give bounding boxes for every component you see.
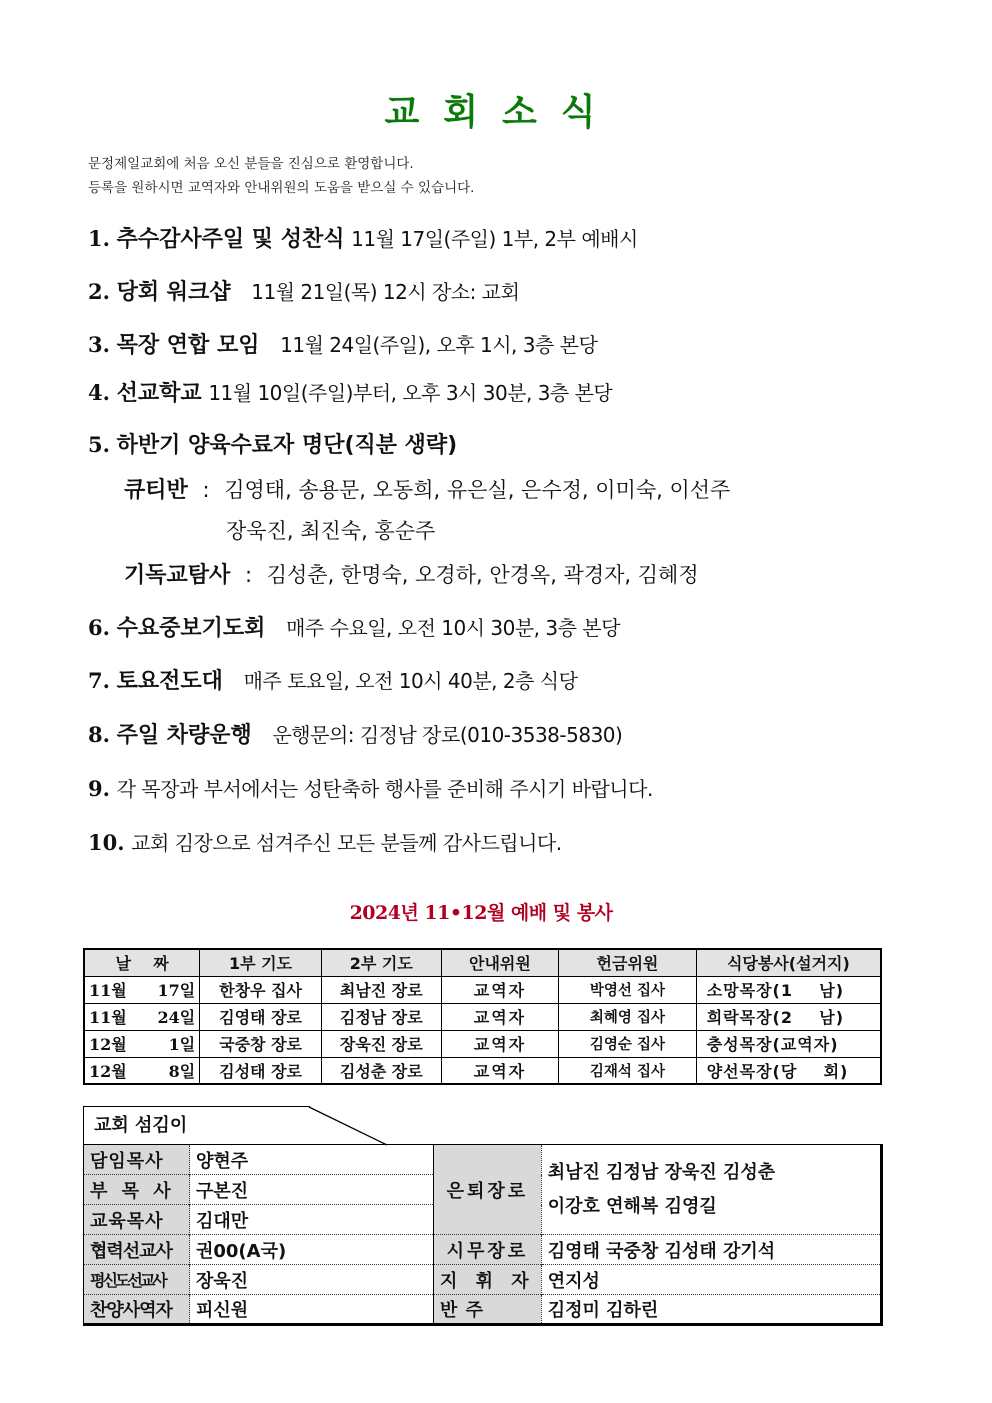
- staff-label: 부 목 사: [84, 1175, 190, 1205]
- meal-cell: 충성목장(교역자): [696, 1030, 881, 1057]
- col-header-prayer2: 2부 기도: [321, 949, 441, 976]
- notice-item-10: 10. 교회 김장으로 섬겨주신 모든 분들께 감사드립니다.: [88, 830, 562, 855]
- page-title: 교회소식: [384, 92, 620, 133]
- schedule-header-row: [84, 949, 881, 976]
- table-row: [84, 1057, 881, 1084]
- offering-cell: 최혜영 집사: [559, 1003, 697, 1030]
- staff-label: 담임목사: [84, 1145, 190, 1175]
- notice-item-8: 8. 주일 차량운행 운행문의: 김정남 장로(010-3538-5830): [88, 722, 623, 748]
- notice-body: 교회 김장으로 섬겨주신 모든 분들께 감사드립니다.: [131, 831, 562, 855]
- notice-heading: 수요중보기도회: [116, 616, 266, 641]
- notice-item-2: 2. 당회 워크샵 11월 21일(목) 12시 장소: 교회: [88, 279, 520, 305]
- col-header-usher: 안내위원: [441, 949, 559, 976]
- staff-label: 시무장로: [434, 1235, 542, 1265]
- notice-body: 11월 17일(주일) 1부, 2부 예배시: [351, 227, 638, 251]
- staff-value: 김영태 국중창 김성태 강기석: [541, 1235, 881, 1265]
- notice-heading: 주일 차량운행: [116, 723, 252, 748]
- staff-value-retired-elders: 최남진 김정남 장욱진 김성춘 이강호 연해복 김영길: [547, 1161, 776, 1217]
- usher-cell: 교역자: [441, 1057, 559, 1084]
- notice-body: 11월 24일(주일), 오후 1시, 3층 본당: [280, 333, 598, 357]
- welcome-line-2: 등록을 원하시면 교역자와 안내위원의 도움을 받으실 수 있습니다.: [88, 180, 475, 196]
- offering-cell: 김재석 집사: [559, 1057, 697, 1084]
- meal-cell: 양선목장(당 회): [696, 1057, 881, 1084]
- prayer1-cell: 김영태 장로: [200, 1003, 322, 1030]
- staff-row: [84, 1145, 882, 1175]
- notice-item-4: 4. 선교학교 11월 10일(주일)부터, 오후 3시 30분, 3층 본당: [88, 380, 613, 406]
- staff-value: 김대만: [190, 1205, 434, 1235]
- welcome-message: [88, 152, 474, 200]
- meal-cell: 소망목장(1 남): [696, 976, 881, 1003]
- notice-heading: 당회 워크샵: [116, 280, 231, 305]
- notice-heading: 토요전도대: [116, 669, 223, 694]
- prayer2-cell: 최남진 장로: [321, 976, 441, 1003]
- schedule-title: 2024년 11•12월 예배 및 봉사: [349, 902, 613, 924]
- staff-value: 연지성: [541, 1265, 881, 1295]
- col-header-date: 날 짜: [84, 949, 200, 976]
- meal-cell: 희락목장(2 남): [696, 1003, 881, 1030]
- notice-item-7: 7. 토요전도대 매주 토요일, 오전 10시 40분, 2층 식당: [88, 668, 578, 694]
- graduates-christian-label: 기독교탐사: [124, 563, 231, 588]
- notice-body: 운행문의: 김정남 장로(010-3538-5830): [272, 723, 623, 747]
- staff-label: 평신도선교사: [84, 1265, 190, 1295]
- staff-label: 교육목사: [84, 1205, 190, 1235]
- notice-body: 각 목장과 부서에서는 성탄축하 행사를 준비해 주시기 바랍니다.: [116, 777, 653, 801]
- graduates-qt-line-1: 큐티반 : 김영태, 송용문, 오동희, 유은실, 은수정, 이미숙, 이선주: [124, 478, 731, 503]
- staff-section: [83, 1106, 883, 1330]
- staff-value: 장욱진: [190, 1265, 434, 1295]
- prayer1-cell: 국중창 장로: [200, 1030, 322, 1057]
- graduates-qt-label: 큐티반: [124, 478, 188, 503]
- staff-row: [84, 1265, 882, 1295]
- usher-cell: 교역자: [441, 1030, 559, 1057]
- prayer1-cell: 한창우 집사: [200, 976, 322, 1003]
- notice-heading: 추수감사주일 및 성찬식: [116, 227, 345, 252]
- date-cell: 12월 1일: [84, 1030, 200, 1057]
- notice-item-9: 9. 각 목장과 부서에서는 성탄축하 행사를 준비해 주시기 바랍니다.: [88, 776, 653, 801]
- prayer1-cell: 김성태 장로: [200, 1057, 322, 1084]
- notice-item-3: 3. 목장 연합 모임 11월 24일(주일), 오후 1시, 3층 본당: [88, 332, 598, 358]
- staff-row: [84, 1295, 882, 1325]
- notice-item-5: 5. 하반기 양육수료자 명단(직분 생략): [88, 432, 458, 458]
- usher-cell: 교역자: [441, 976, 559, 1003]
- staff-label: 지 휘 자: [434, 1265, 542, 1295]
- notice-heading: 선교학교: [116, 381, 202, 406]
- staff-table: [83, 1144, 883, 1326]
- welcome-line-1: 문정제일교회에 처음 오신 분들을 진심으로 환영합니다.: [88, 156, 414, 172]
- staff-value: 구본진: [190, 1175, 434, 1205]
- staff-value: 양현주: [190, 1145, 434, 1175]
- prayer2-cell: 장욱진 장로: [321, 1030, 441, 1057]
- date-cell: 11월 17일: [84, 976, 200, 1003]
- notice-heading: 하반기 양육수료자 명단(직분 생략): [116, 433, 458, 458]
- notice-heading: 목장 연합 모임: [116, 333, 260, 358]
- staff-label: 반 주: [434, 1295, 542, 1325]
- offering-cell: 박영선 집사: [559, 976, 697, 1003]
- date-cell: 12월 8일: [84, 1057, 200, 1084]
- table-row: [84, 1030, 881, 1057]
- usher-cell: 교역자: [441, 1003, 559, 1030]
- offering-cell: 김영순 집사: [559, 1030, 697, 1057]
- table-row: [84, 1003, 881, 1030]
- table-row: [84, 976, 881, 1003]
- date-cell: 11월 24일: [84, 1003, 200, 1030]
- graduates-qt-line-2: 장욱진, 최진숙, 홍순주: [226, 519, 436, 543]
- staff-label: 협력선교사: [84, 1235, 190, 1265]
- staff-section-title: 교회 섬김이: [83, 1106, 310, 1144]
- staff-value: 피신원: [190, 1295, 434, 1325]
- graduates-christian-line: 기독교탐사 : 김성춘, 한명숙, 오경하, 안경옥, 곽경자, 김혜정: [124, 563, 699, 588]
- prayer2-cell: 김정남 장로: [321, 1003, 441, 1030]
- prayer2-cell: 김성춘 장로: [321, 1057, 441, 1084]
- staff-row: [84, 1235, 882, 1265]
- notice-body: 매주 토요일, 오전 10시 40분, 2층 식당: [243, 669, 578, 693]
- staff-label-retired-elders: 은퇴장로: [434, 1145, 542, 1235]
- notice-item-6: 6. 수요중보기도회 매주 수요일, 오전 10시 30분, 3층 본당: [88, 615, 620, 641]
- staff-value: 김정미 김하린: [541, 1295, 881, 1325]
- staff-label: 찬양사역자: [84, 1295, 190, 1325]
- notice-body: 11월 21일(목) 12시 장소: 교회: [251, 280, 520, 304]
- graduates-christian-names: 김성춘, 한명숙, 오경하, 안경옥, 곽경자, 김혜정: [266, 563, 699, 587]
- staff-value: 권00(A국): [190, 1235, 434, 1265]
- notice-body: 11월 10일(주일)부터, 오후 3시 30분, 3층 본당: [208, 381, 613, 405]
- col-header-prayer1: 1부 기도: [200, 949, 322, 976]
- schedule-table: [83, 948, 882, 1085]
- col-header-meal: 식당봉사(설거지): [696, 949, 881, 976]
- col-header-offering: 헌금위원: [559, 949, 697, 976]
- notice-body: 매주 수요일, 오전 10시 30분, 3층 본당: [286, 616, 620, 640]
- graduates-qt-names: 김영태, 송용문, 오동희, 유은실, 은수정, 이미숙, 이선주: [224, 478, 731, 502]
- notice-item-1: 1. 추수감사주일 및 성찬식 11월 17일(주일) 1부, 2부 예배시: [88, 226, 638, 252]
